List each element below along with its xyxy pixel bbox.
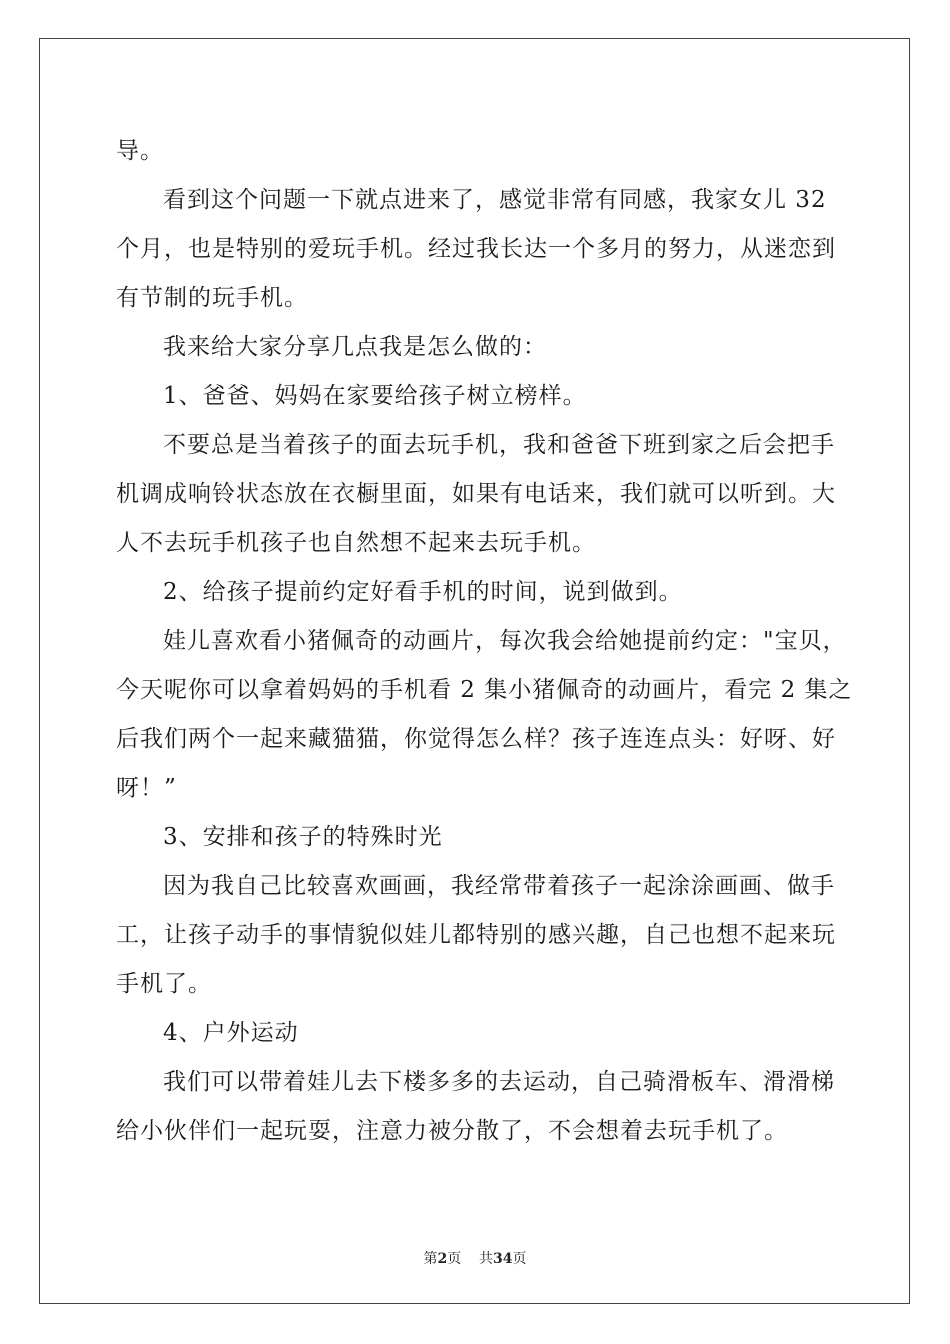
total-label-prefix: 共 bbox=[479, 1251, 494, 1267]
text-line: 因为我自己比较喜欢画画，我经常带着孩子一起涂涂画画、做手 bbox=[163, 873, 835, 899]
total-pages: 34 bbox=[493, 1251, 513, 1267]
text-line: 看到这个问题一下就点进来了，感觉非常有同感，我家女儿 32 bbox=[163, 187, 827, 213]
text-line: 我来给大家分享几点我是怎么做的： bbox=[163, 334, 547, 360]
text-line: 个月，也是特别的爱玩手机。经过我长达一个多月的努力，从迷恋到 bbox=[116, 236, 836, 262]
text-line: 有节制的玩手机。 bbox=[116, 285, 308, 311]
text-line: 呀！” bbox=[116, 775, 177, 801]
text-line: 2、给孩子提前约定好看手机的时间，说到做到。 bbox=[163, 579, 683, 605]
total-label-suffix: 页 bbox=[512, 1251, 527, 1267]
text-line: 4、户外运动 bbox=[163, 1020, 299, 1046]
text-line: 导。 bbox=[116, 138, 164, 164]
page-footer bbox=[0, 1248, 950, 1268]
text-line: 娃儿喜欢看小猪佩奇的动画片，每次我会给她提前约定："宝贝， bbox=[163, 628, 847, 654]
text-line: 今天呢你可以拿着妈妈的手机看 2 集小猪佩奇的动画片，看完 2 集之 bbox=[116, 677, 853, 703]
page-label-prefix: 第 bbox=[423, 1251, 438, 1267]
text-line: 给小伙伴们一起玩耍，注意力被分散了，不会想着去玩手机了。 bbox=[116, 1118, 788, 1144]
text-line: 不要总是当着孩子的面去玩手机，我和爸爸下班到家之后会把手 bbox=[163, 432, 835, 458]
text-line: 人不去玩手机孩子也自然想不起来去玩手机。 bbox=[116, 530, 596, 556]
text-line: 工，让孩子动手的事情貌似娃儿都特别的感兴趣，自己也想不起来玩 bbox=[116, 922, 836, 948]
text-line: 1、爸爸、妈妈在家要给孩子树立榜样。 bbox=[163, 383, 587, 409]
text-line: 3、安排和孩子的特殊时光 bbox=[163, 824, 443, 850]
text-line: 手机了。 bbox=[116, 971, 212, 997]
page-label-suffix: 页 bbox=[447, 1251, 462, 1267]
page-number: 2 bbox=[437, 1251, 448, 1267]
text-line: 后我们两个一起来藏猫猫，你觉得怎么样？孩子连连点头：好呀、好 bbox=[116, 726, 836, 752]
document-body bbox=[116, 127, 853, 1156]
text-line: 机调成响铃状态放在衣橱里面，如果有电话来，我们就可以听到。大 bbox=[116, 481, 836, 507]
text-line: 我们可以带着娃儿去下楼多多的去运动，自己骑滑板车、滑滑梯 bbox=[163, 1069, 835, 1095]
